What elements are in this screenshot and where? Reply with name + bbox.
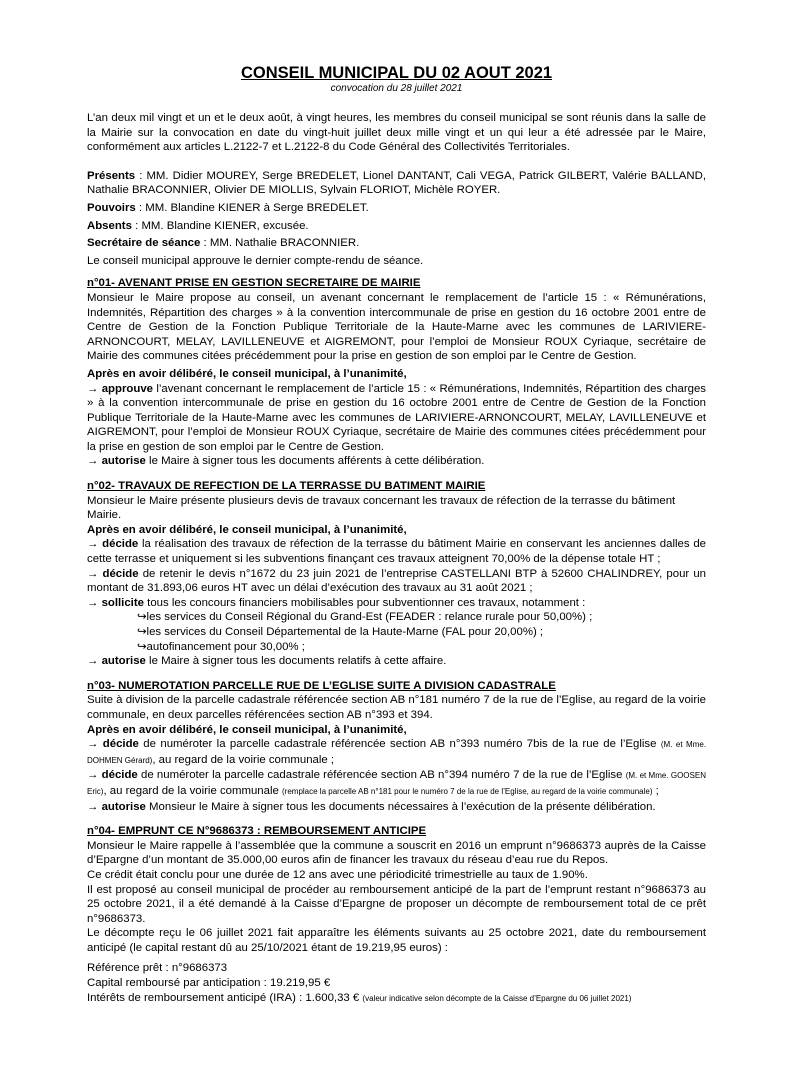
section-4-paragraph-2: Ce crédit était conclu pour une durée de 12 ans avec une périodicité trimestrielle au taux de 1.90%. xyxy=(87,868,588,881)
decision-text: l’avenant concernant le remplacement de l’article 15 : « Rémunérations, Indemnités, Répartition des charges » à la convention intercommunale de prise en gestion du 16 octobre 2001 entre de Centre de Gestion de la Fonction Publique Territoriale de la Haute-Marne avec les communes de LARIVIERE-ARNONCOURT, MELAY, LAVILLENEUVE et AIGREMONT, pour l’emploi de Monsieur ROUX Cyriaque, secrétaire de Mairie des communes citées précédemment pour la prise en gestion de son emploi par le Centre de Gestion. xyxy=(87,382,706,453)
decision-text-end: ; xyxy=(652,784,659,797)
secretaire-text: : MM. Nathalie BRACONNIER. xyxy=(200,237,360,250)
section-3-decision-2 xyxy=(87,768,706,799)
hook-arrow-icon: ↪ xyxy=(137,611,147,624)
hook-arrow-icon: ↪ xyxy=(137,626,147,638)
funding-item xyxy=(87,640,706,655)
decision-text: de numéroter la parcelle cadastrale référencée section AB n°393 numéro 7bis de la rue de l’Eglise xyxy=(138,738,661,751)
convocation-date: convocation du 28 juillet 2021 xyxy=(330,83,463,94)
section-2-decision-4 xyxy=(87,654,706,669)
loan-reference: Référence prêt : n°9686373 xyxy=(87,962,228,975)
decision-verb: approuve xyxy=(101,382,153,395)
absents-label: Absents xyxy=(87,219,132,232)
arrow-icon: → xyxy=(87,596,99,609)
section-1-decision-2 xyxy=(87,454,706,469)
decision-text: la réalisation des travaux de réfection de la terrasse du bâtiment Mairie en conservant les anciennes dalles de cette terrasse et uniquement si les subventions finançant ces travaux atteignent 70,00% de la dépense totale HT ; xyxy=(87,538,706,566)
decision-verb: autorise xyxy=(101,800,146,813)
arrow-icon: → xyxy=(87,738,99,751)
arrow-icon: → xyxy=(87,538,99,551)
decision-verb: décide xyxy=(102,538,139,551)
section-1-title: n°01- AVENANT PRISE EN GESTION SECRETAIRE DE MAIRIE xyxy=(87,277,421,290)
arrow-icon: → xyxy=(87,769,99,782)
funding-text: les services du Conseil Départemental de la Haute-Marne (FAL pour 20,00%) ; xyxy=(146,626,544,638)
ira-note: (valeur indicative selon décompte de la Caisse d’Epargne du 06 juillet 2021) xyxy=(362,993,632,1003)
arrow-icon: → xyxy=(87,567,99,580)
funding-item xyxy=(87,625,706,640)
owner-note: (M. et Mme. DOHMEN Gérard) xyxy=(87,740,706,765)
decision-text-mid: , au regard de la voirie communale xyxy=(103,784,282,797)
presents-line xyxy=(87,169,706,198)
absents-text: : MM. Blandine KIENER, excusée. xyxy=(131,219,309,232)
arrow-icon: → xyxy=(87,800,99,813)
decision-verb: décide xyxy=(102,738,139,751)
section-4-paragraph-1: Monsieur le Maire rappelle à l’assemblée que la commune a souscrit en 2016 un emprunt n°9686373 auprès de la Caisse d’Epargne d’un montant de 35.000,00 euros afin de financer les travaux du réseau d’eau rue du Repos. xyxy=(87,839,706,867)
page-title: CONSEIL MUNICIPAL DU 02 AOUT 2021 xyxy=(240,64,553,82)
decision-text: de numéroter la parcelle cadastrale référencée section AB n°394 numéro 7 de la rue de l’Eglise xyxy=(137,769,626,782)
decision-verb: autorise xyxy=(101,455,146,468)
replacement-note: (remplace la parcelle AB n°181 pour le numéro 7 de la rue de l’Eglise, au regard de la voirie communale) xyxy=(282,786,653,796)
owner-note: (M. et Mme. GOOSEN Eric) xyxy=(87,771,706,796)
section-3-title: n°03- NUMEROTATION PARCELLE RUE DE L’EGLISE SUITE A DIVISION CADASTRALE xyxy=(87,679,556,692)
section-3-decision-3 xyxy=(87,800,706,815)
decision-text: Monsieur le Maire à signer tous les documents nécessaires à l’exécution de la présente délibération. xyxy=(145,800,656,813)
presents-text: : MM. Didier MOUREY, Serge BREDELET, Lionel DANTANT, Cali VEGA, Patrick GILBERT, Valérie BALLAND, Nathalie BRACONNIER, Olivier DE MIOLLIS, Sylvain FLORIOT, Michèle ROYER. xyxy=(87,169,706,197)
hook-arrow-icon: ↪ xyxy=(137,640,147,653)
ira-line xyxy=(87,991,706,1007)
section-1-body: Monsieur le Maire propose au conseil, un avenant concernant le remplacement de l’article 15 : « Rémunérations, Indemnités, Répartition des charges » à la convention intercommunale de prise en gestion du 16 octobre 2001 entre de Centre de Gestion de la Fonction Publique Territoriale de la Haute-Marne avec les communes de LARIVIERE-ARNONCOURT, MELAY, LAVILLENEUVE et AIGREMONT, pour l’emploi de Monsieur ROUX Cyriaque, secrétaire de Mairie des communes citées précédemment pour la prise en gestion de son emploi par le Centre de Gestion. xyxy=(87,291,706,363)
presents-label: Présents xyxy=(87,169,136,182)
pouvoirs-line xyxy=(87,201,706,216)
pouvoirs-text: : MM. Blandine KIENER à Serge BREDELET. xyxy=(135,201,369,214)
funding-text: autofinancement pour 30,00% ; xyxy=(146,640,305,653)
decision-verb: décide xyxy=(102,567,139,580)
section-3-deliberation: Après en avoir délibéré, le conseil municipal, à l’unanimité, xyxy=(87,723,407,736)
decision-text: le Maire à signer tous les documents afférents à cette délibération. xyxy=(145,455,485,468)
arrow-icon: → xyxy=(87,455,99,468)
section-3-decision-1 xyxy=(87,737,706,768)
decision-verb: décide xyxy=(101,769,138,782)
capital-repaid: Capital remboursé par anticipation : 19.219,95 € xyxy=(87,977,331,990)
section-2-title: n°02- TRAVAUX DE REFECTION DE LA TERRASSE DU BATIMENT MAIRIE xyxy=(87,480,486,493)
ira-text: Intérêts de remboursement anticipé (IRA) : 1.600,33 € xyxy=(87,991,363,1004)
decision-text-end: , au regard de la voirie communale ; xyxy=(152,753,335,766)
decision-verb: autorise xyxy=(101,655,146,668)
approval-line: Le conseil municipal approuve le dernier compte-rendu de séance. xyxy=(87,254,424,267)
absents-line xyxy=(87,219,706,234)
funding-text: les services du Conseil Régional du Grand-Est (FEADER : relance rurale pour 50,00%) ; xyxy=(146,611,593,624)
secretaire-line xyxy=(87,236,706,251)
secretaire-label: Secrétaire de séance xyxy=(87,237,201,250)
intro-paragraph: L’an deux mil vingt et un et le deux août, à vingt heures, les membres du conseil municipal se sont réunis dans la salle de la Mairie sur la convocation en date du vingt-huit juillet deux mille vingt et un qui leur a été adressée par le Maire, conformément aux articles L.2122-7 et L.2122-8 du Code Général des Collectivités Territoriales. xyxy=(87,112,706,154)
section-3-body: Suite à division de la parcelle cadastrale référencée section AB n°181 numéro 7 de la rue de l’Eglise, au regard de la voirie communale, en deux parcelles référencées section AB n°393 et 394. xyxy=(87,694,706,721)
decision-text: tous les concours financiers mobilisables pour subventionner ces travaux, notamment : xyxy=(143,596,586,609)
section-2-decision-2 xyxy=(87,567,706,596)
section-4-paragraph-3: Il est proposé au conseil municipal de procéder au remboursement anticipé de la part de l’emprunt restant n°9686373 au 25 octobre 2021, il a été demandé à la Caisse d’Epargne de proposer un décompte de remboursement total de ce prêt n°9686373. xyxy=(87,883,706,925)
section-2-deliberation: Après en avoir délibéré, le conseil municipal, à l’unanimité, xyxy=(87,523,407,536)
pouvoirs-label: Pouvoirs xyxy=(87,201,136,214)
funding-item xyxy=(87,610,706,625)
arrow-icon: → xyxy=(87,655,99,668)
section-2-decision-3 xyxy=(87,596,706,611)
section-1-deliberation: Après en avoir délibéré, le conseil municipal, à l’unanimité, xyxy=(87,367,407,380)
arrow-icon: → xyxy=(87,382,99,395)
section-4-paragraph-4: Le décompte reçu le 06 juillet 2021 fait apparaître les éléments suivants au 25 octobre 2021, date du remboursement anticipé (le capital restant dû au 25/10/2021 étant de 19.219,95 euros) : xyxy=(87,927,706,954)
decision-text: le Maire à signer tous les documents relatifs à cette affaire. xyxy=(145,655,447,668)
section-2-body: Monsieur le Maire présente plusieurs devis de travaux concernant les travaux de réfection de la terrasse du bâtiment Mairie. xyxy=(87,494,676,522)
section-4-title: n°04- EMPRUNT CE N°9686373 : REMBOURSEMENT ANTICIPE xyxy=(87,825,427,838)
decision-verb: sollicite xyxy=(101,596,144,609)
decision-text: de retenir le devis n°1672 du 23 juin 2021 de l’entreprise CASTELLANI BTP à 52600 CHALINDREY, pour un montant de 31.893,06 euros HT avec un délai d’exécution des travaux au 31 août 2021 ; xyxy=(87,567,707,595)
section-2-decision-1 xyxy=(87,537,706,566)
section-1-decision-1 xyxy=(87,382,706,455)
